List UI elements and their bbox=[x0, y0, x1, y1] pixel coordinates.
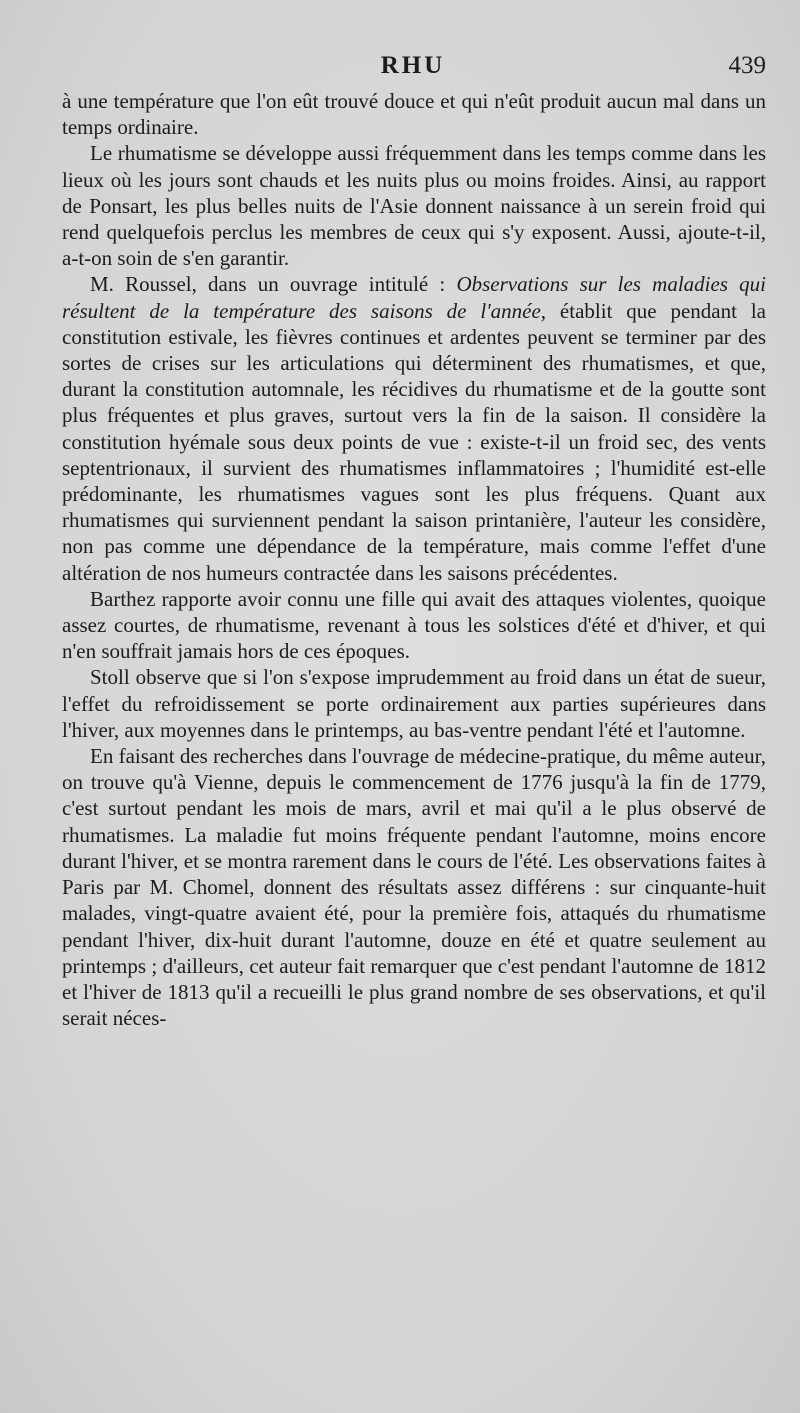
body-text bbox=[62, 88, 766, 1031]
paragraph: En faisant des recherches dans l'ouvrage de médecine-pratique, du même auteur, on trouve qu'à Vienne, depuis le commencement de 1776 jusqu'à la fin de 1779, c'est surtout pendant les mois de mars, avril et mai qu'il a le plus observé de rhumatismes. La maladie fut moins fréquente pendant l'automne, moins encore durant l'hiver, et se montra rarement dans le cours de l'été. Les observations faites à Paris par M. Chomel, donnent des résultats assez différens : sur cinquante-huit malades, vingt-quatre avaient été, pour la première fois, attaqués du rhumatisme pendant l'hiver, dix-huit durant l'automne, douze en été et quatre seulement au printemps ; d'ailleurs, cet auteur fait remarquer que c'est pendant l'automne de 1812 et l'hiver de 1813 qu'il a recueilli le plus grand nombre de ses observations, et qu'il serait néces- bbox=[62, 744, 766, 1031]
paragraph-text: , établit que pendant la constitution estivale, les fièvres continues et ardentes peuvent se terminer par des sortes de crises sur les articulations qui déterminent des rhumatismes, et que, durant la constitution automnale, les récidives du rhumatisme et de la goutte sont plus fréquentes et plus graves, surtout vers la fin de la saison. Il considère la constitution hyémale sous deux points de vue : existe-t-il un froid sec, des vents septentrionaux, il survient des rhumatismes inflammatoires ; l'humidité est-elle prédominante, les rhumatismes vagues sont les plus fréquens. Quant aux rhumatismes qui surviennent pendant la saison printanière, l'auteur les considère, non pas comme une dépendance de la température, mais comme l'effet d'une altération de nos humeurs contractée dans les saisons précédentes. bbox=[62, 298, 766, 585]
work-title: Observations sur les maladies qui résultent de la température des saisons de l'année bbox=[62, 272, 767, 323]
page-number: 439 bbox=[728, 52, 766, 79]
paragraph: Stoll observe que si l'on s'expose imprudemment au froid dans un état de sueur, l'effet du refroidissement se porte ordinairement aux parties supérieures dans l'hiver, aux moyennes dans le printemps, au bas-ventre pendant l'été et l'automne. bbox=[62, 665, 766, 742]
paragraph: à une température que l'on eût trouvé douce et qui n'eût produit aucun mal dans un temps ordinaire. bbox=[62, 89, 766, 140]
page-header bbox=[60, 52, 766, 88]
running-head: RHU bbox=[380, 52, 446, 79]
paragraph-text: M. Roussel, dans un ouvrage intitulé : bbox=[90, 272, 457, 297]
paragraph: Le rhumatisme se développe aussi fréquemment dans les temps comme dans les lieux où les jours sont chauds et les nuits plus ou moins froides. Ainsi, au rapport de Ponsart, les plus belles nuits de l'Asie donnent naissance à un serein froid qui rend quelquefois perclus les membres de ceux qui s'y exposent. Aussi, ajoute-t-il, a-t-on soin de s'en garantir. bbox=[62, 141, 766, 271]
paragraph: Barthez rapporte avoir connu une fille qui avait des attaques violentes, quoique assez courtes, de rhumatisme, revenant à tous les solstices d'été et d'hiver, et qui n'en souffrait jamais hors de ces époques. bbox=[62, 586, 766, 664]
paragraph bbox=[62, 271, 766, 585]
